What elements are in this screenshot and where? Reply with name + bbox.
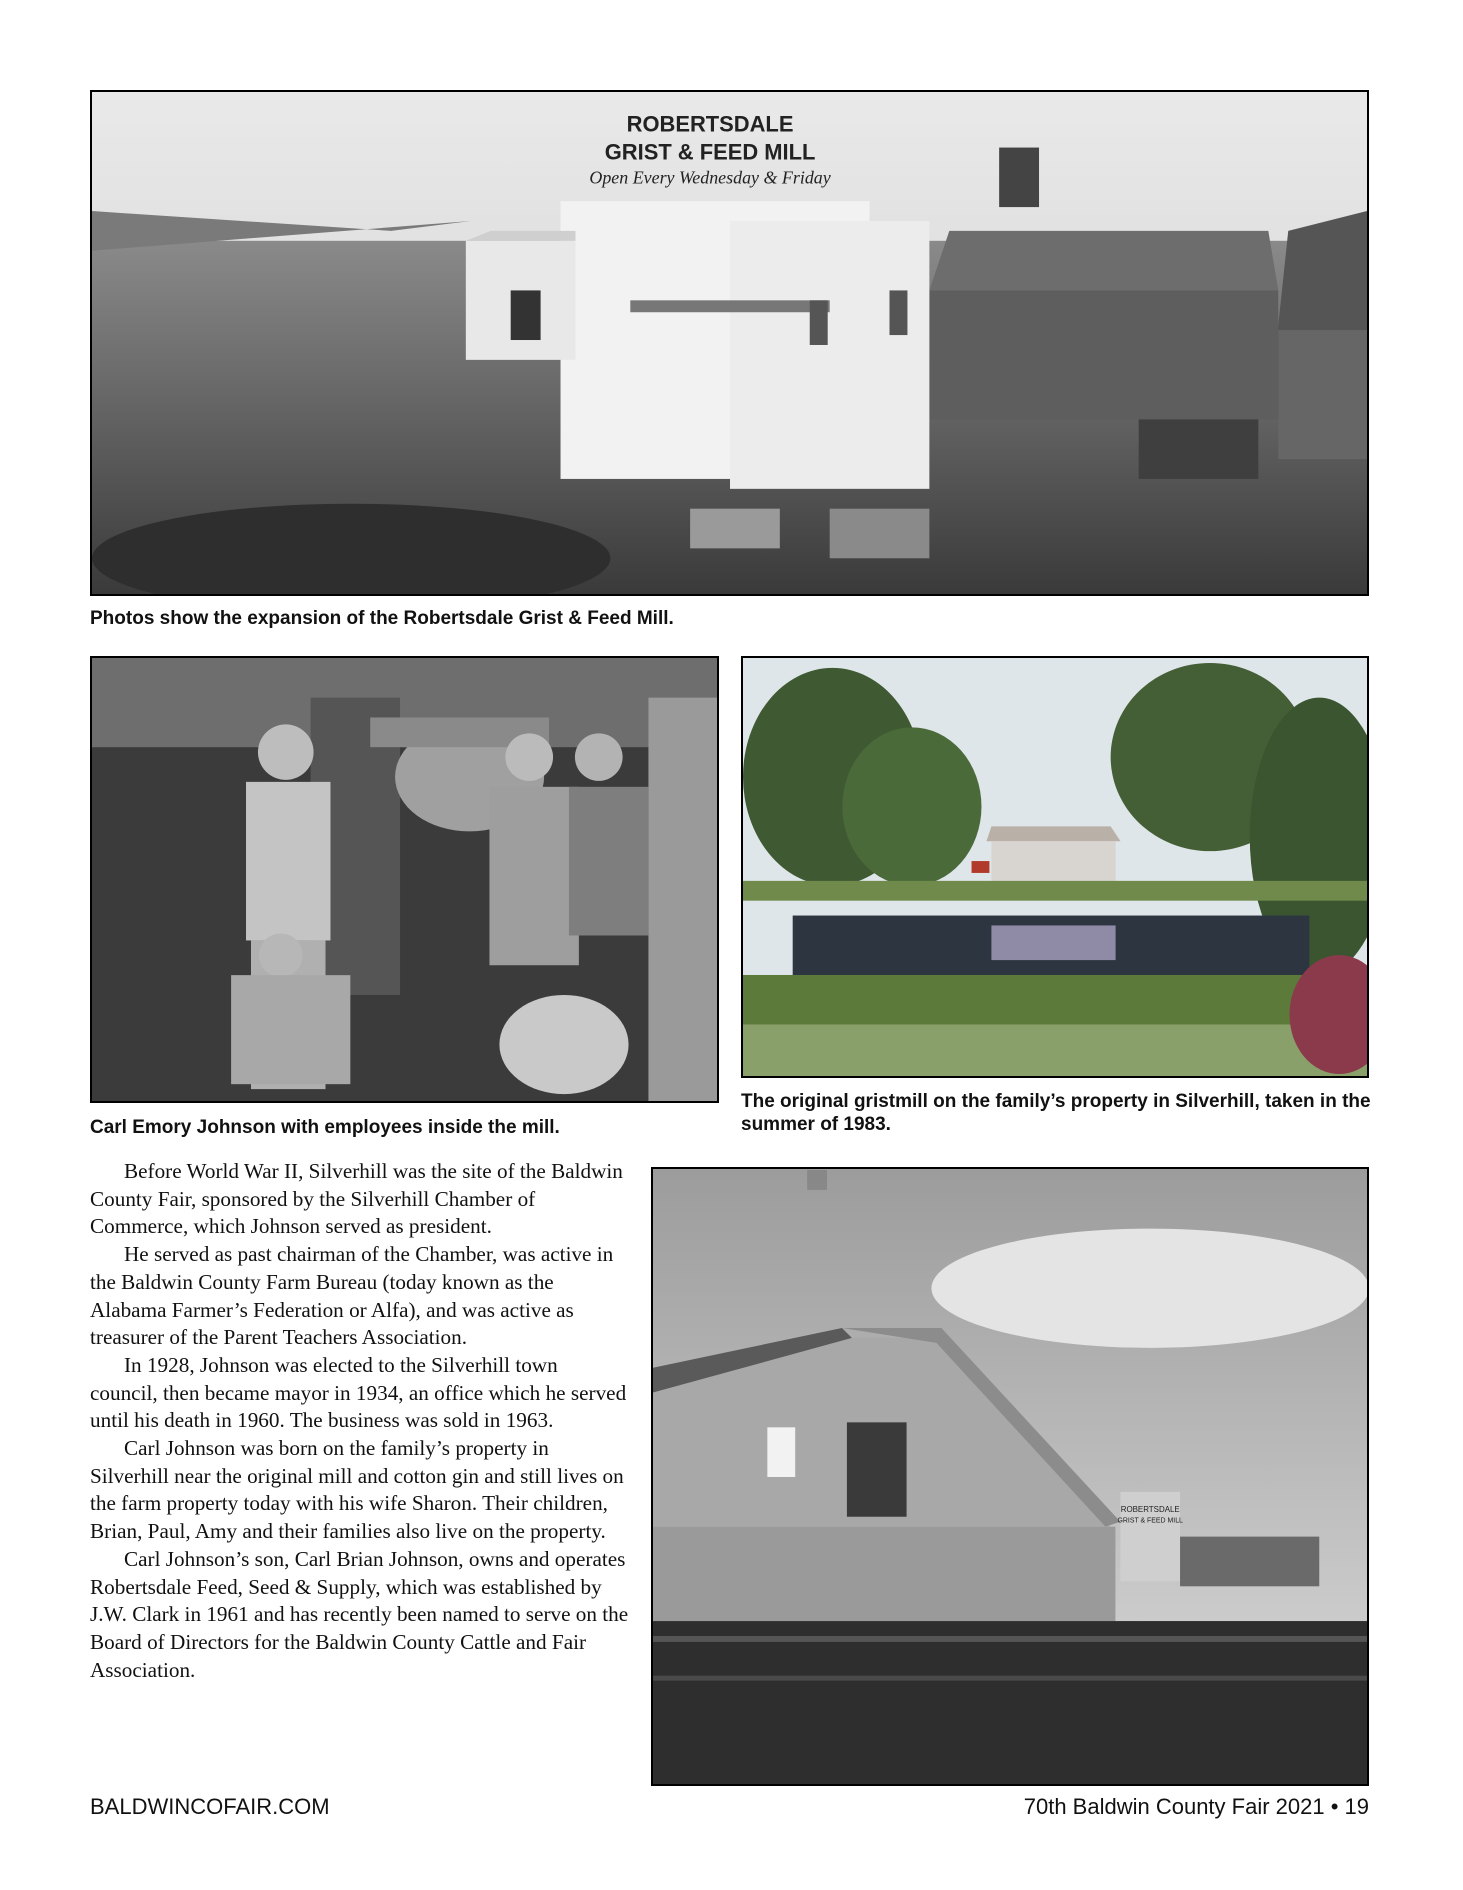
photo-barn xyxy=(651,1167,1369,1786)
gristmill-pond-image xyxy=(743,658,1367,1076)
photo-employees xyxy=(90,656,719,1103)
article-paragraph: In 1928, Johnson was elected to the Silverhill town council, then became mayor in 1934, an office which he served until his death in 1960. The business was sold in 1963. xyxy=(90,1352,627,1433)
mill-sign-line-2: GRIST & FEED MILL xyxy=(604,139,816,165)
article-paragraph: Carl Johnson’s son, Carl Brian Johnson, owns and operates Robertsdale Feed, Seed & Supply, which was established by J.W. Clark in 1961 and has recently been named to serve on the Board of Directors for the Baldwin County Cattle and Fair Association. xyxy=(90,1546,629,1682)
barn-sign-line-1: ROBERTSDALE xyxy=(1120,1504,1180,1514)
barn-sign-line-2: GRIST & FEED MILL xyxy=(1117,1517,1183,1525)
article-paragraph: Carl Johnson was born on the family’s property in Silverhill near the original mill and cotton gin and still lives on the farm property today with his wife Sharon. Their children, Brian, Paul, Amy and their families also live on the property. xyxy=(90,1436,624,1544)
caption-employees: Carl Emory Johnson with employees inside the mill. xyxy=(90,1117,560,1138)
mill-sign-line-1: ROBERTSDALE xyxy=(626,111,794,137)
footer-publication: 70th Baldwin County Fair 2021 • 19 xyxy=(1023,1794,1369,1819)
article-body xyxy=(90,1158,630,1684)
caption-mill-exterior: Photos show the expansion of the Robertsdale Grist & Feed Mill. xyxy=(90,608,674,629)
article-paragraph: Before World War II, Silverhill was the site of the Baldwin County Fair, sponsored by the Silverhill Chamber of Commerce, which Johnson served as president. xyxy=(90,1159,623,1239)
footer-website: BALDWINCOFAIR.COM xyxy=(90,1794,330,1819)
caption-gristmill-pond: The original gristmill on the family’s property in Silverhill, taken in the summer of 1983. xyxy=(741,1091,1371,1135)
barn-image xyxy=(653,1169,1367,1784)
employees-image xyxy=(92,658,717,1101)
photo-mill-exterior xyxy=(90,90,1369,596)
article-paragraph: He served as past chairman of the Chamber, was active in the Baldwin County Farm Bureau (today known as the Alabama Farmer’s Federation or Alfa), and was active as treasurer of the Parent Teachers Association. xyxy=(90,1242,614,1350)
mill-sign-line-3: Open Every Wednesday & Friday xyxy=(589,167,831,188)
mill-exterior-image xyxy=(92,92,1367,594)
photo-gristmill-pond xyxy=(741,656,1369,1078)
